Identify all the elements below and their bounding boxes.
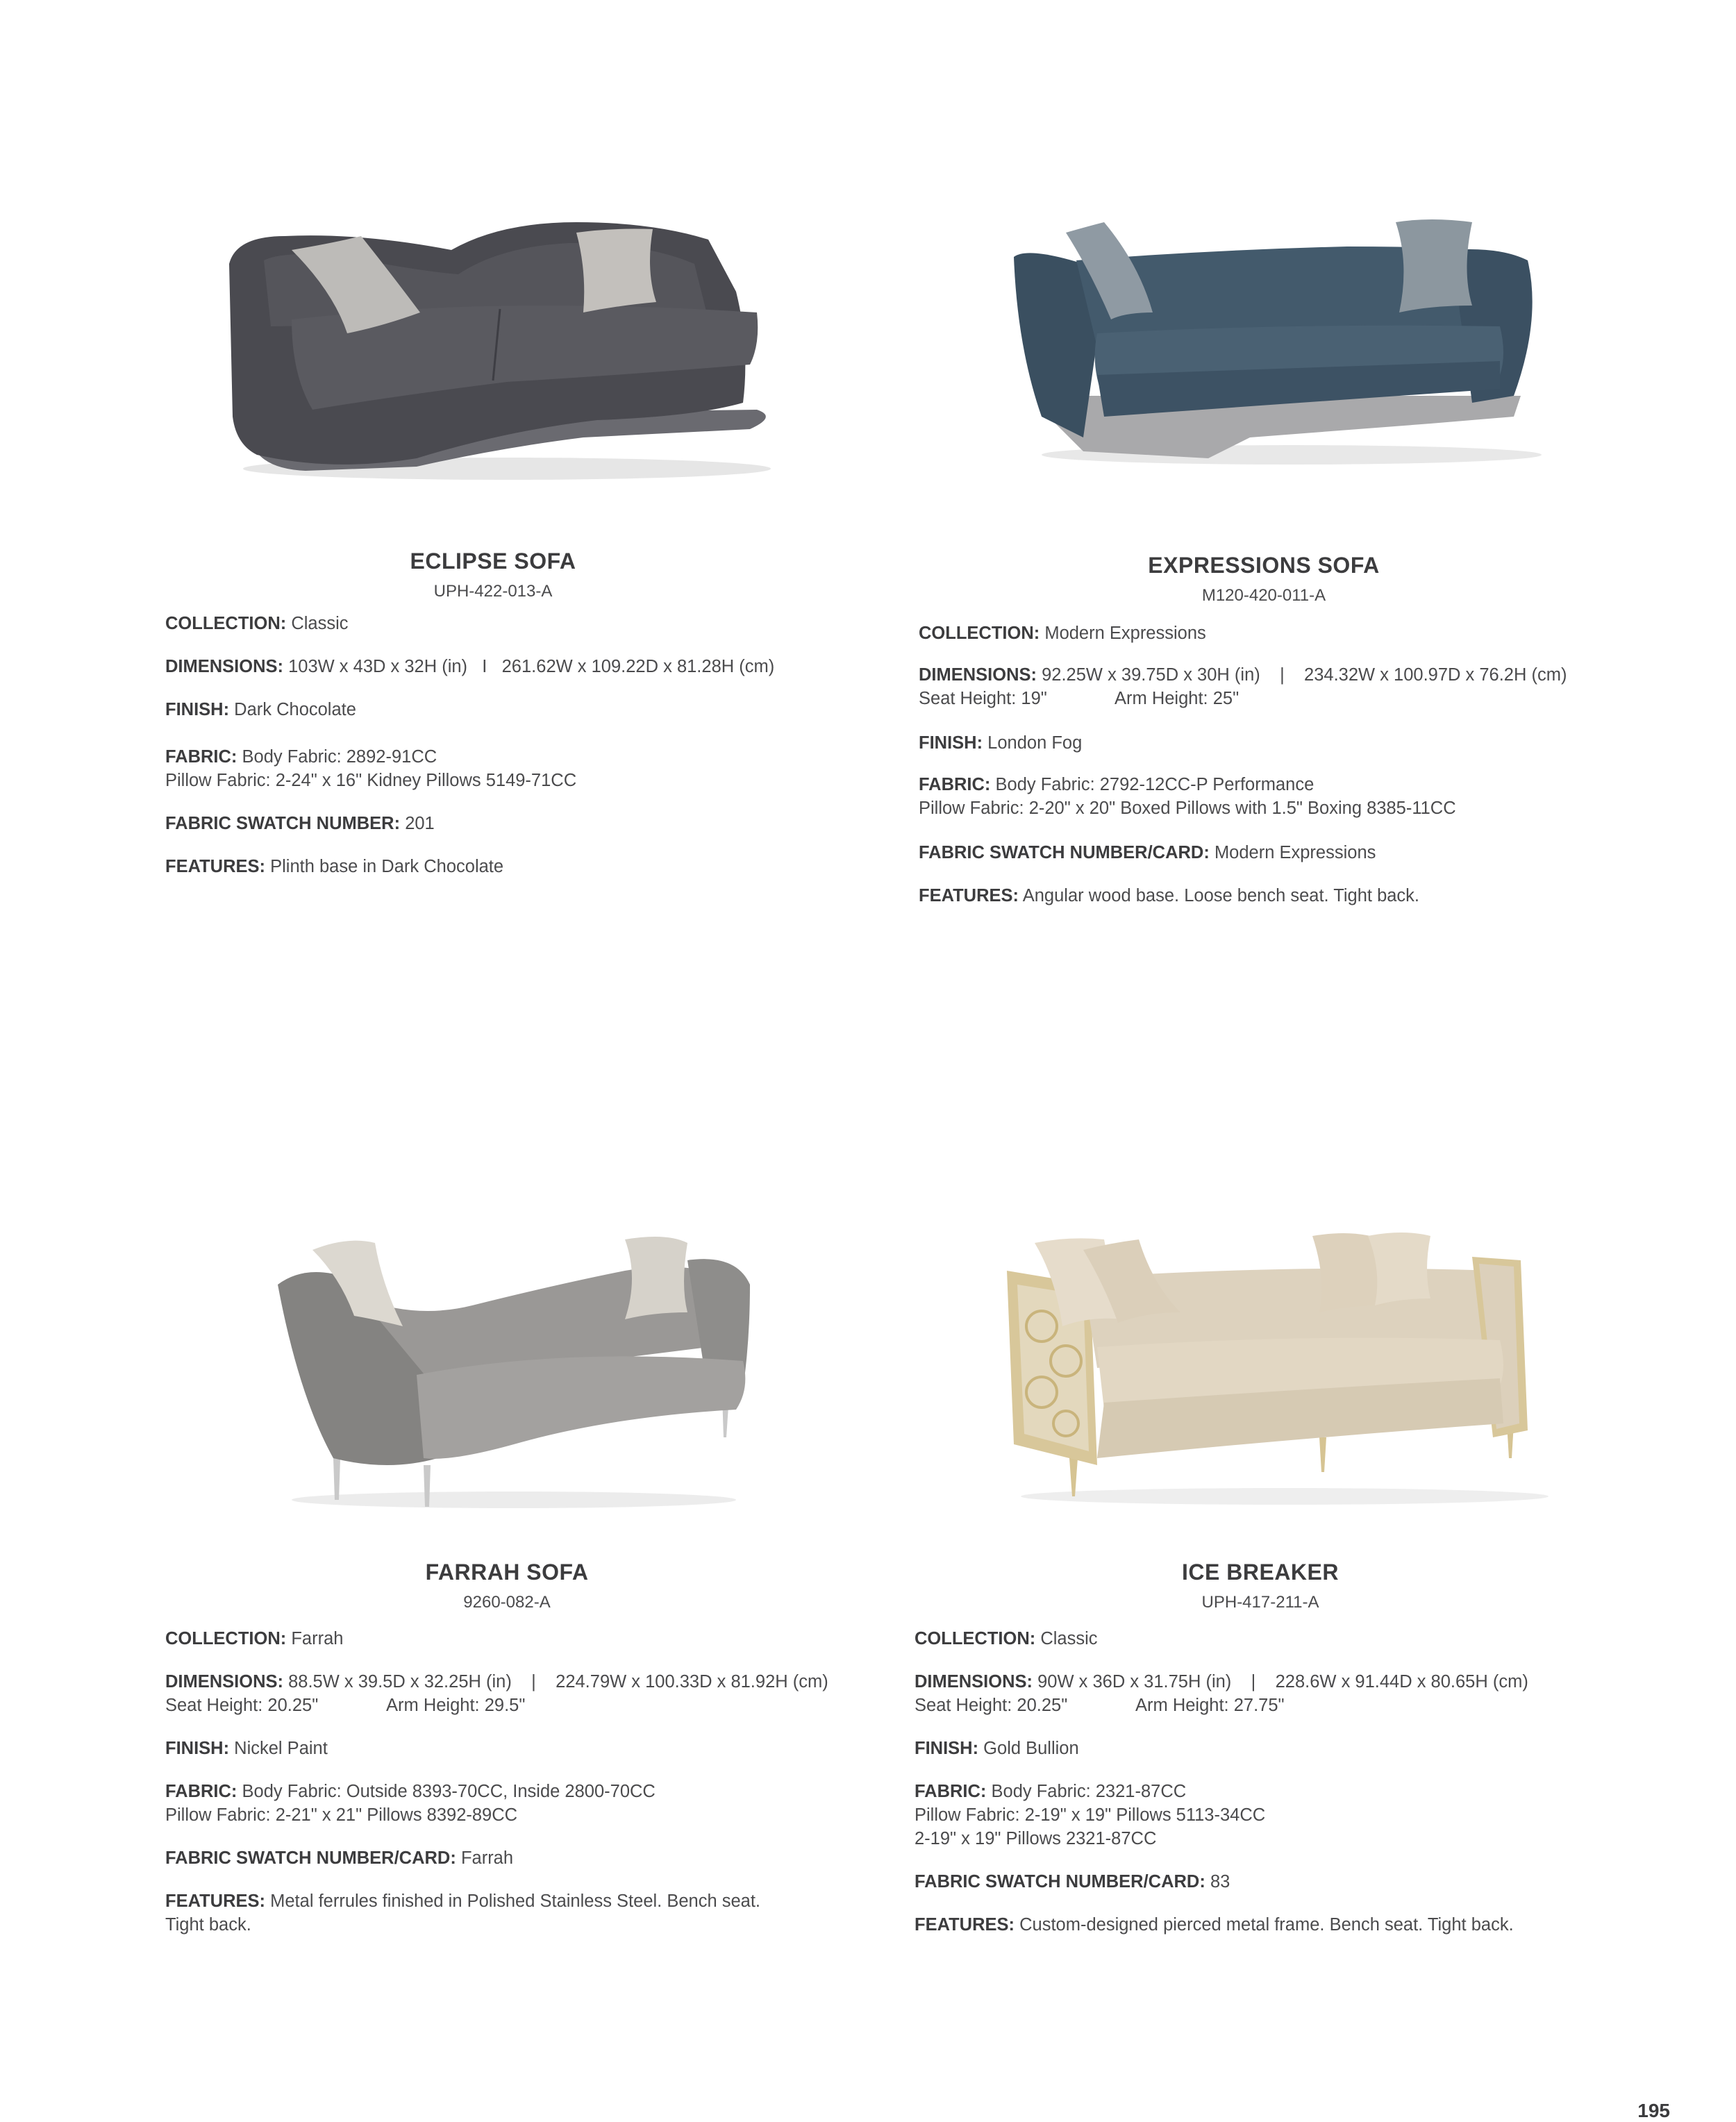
seat-height: Seat Height: 20.25" — [165, 1696, 319, 1715]
arm-height: Arm Height: 27.75" — [1135, 1696, 1285, 1715]
ice-breaker-sofa-image — [993, 1222, 1576, 1514]
swatch-label: FABRIC SWATCH NUMBER/CARD: — [915, 1872, 1205, 1891]
expressions-sofa-image — [1000, 208, 1569, 472]
swatch-label: FABRIC SWATCH NUMBER/CARD: — [165, 1848, 456, 1868]
fabric-line-2: Pillow Fabric: 2-21" x 21" Pillows 8392-89CC — [165, 1805, 518, 1825]
dimensions-value: 103W x 43D x 32H (in) I 261.62W x 109.22D x 81.28H (cm) — [288, 657, 775, 676]
finish-label: FINISH: — [165, 1739, 230, 1758]
features-value: Plinth base in Dark Chocolate — [270, 857, 504, 876]
features-row — [165, 854, 503, 879]
dimensions-row — [165, 654, 774, 679]
dimensions-row — [919, 662, 1567, 687]
fabric-line-1: Body Fabric: 2892-91CC — [242, 747, 437, 767]
fabric-label: FABRIC: — [165, 747, 237, 767]
swatch-value: 201 — [405, 814, 435, 833]
features-row — [165, 1889, 760, 1914]
arm-height: Arm Height: 25" — [1115, 689, 1240, 708]
fabric-row — [915, 1779, 1186, 1804]
fabric-line-2: Pillow Fabric: 2-20" x 20" Boxed Pillows with 1.5" Boxing 8385-11CC — [919, 799, 1456, 818]
collection-value: Classic — [291, 614, 349, 633]
product-sku: UPH-417-211-A — [1201, 1593, 1319, 1612]
farrah-sofa-image — [264, 1222, 764, 1514]
page-number: 195 — [1637, 2100, 1670, 2121]
collection-label: COLLECTION: — [165, 1629, 287, 1648]
fabric-line-2: Pillow Fabric: 2-24" x 16" Kidney Pillows 5149-71CC — [165, 771, 577, 790]
features-label: FEATURES: — [919, 886, 1019, 905]
features-value: Custom-designed pierced metal frame. Bench seat. Tight back. — [1019, 1915, 1514, 1935]
dimensions-label: DIMENSIONS: — [915, 1672, 1033, 1691]
swatch-row — [919, 840, 1376, 865]
fabric-line-3: 2-19" x 19" Pillows 2321-87CC — [915, 1829, 1157, 1848]
product-title: EXPRESSIONS SOFA — [1148, 553, 1380, 578]
product-sku: M120-420-011-A — [1201, 586, 1326, 605]
collection-row — [919, 621, 1206, 646]
product-sku: 9260-082-A — [463, 1593, 551, 1612]
finish-value: London Fog — [987, 733, 1083, 753]
swatch-value: Farrah — [460, 1848, 514, 1868]
swatch-value: 83 — [1210, 1872, 1230, 1891]
fabric-label: FABRIC: — [919, 775, 991, 794]
features-label: FEATURES: — [165, 1891, 266, 1911]
dimensions-row — [165, 1669, 828, 1694]
finish-value: Dark Chocolate — [234, 700, 356, 719]
collection-row — [915, 1626, 1098, 1651]
collection-value: Classic — [1040, 1629, 1098, 1648]
collection-label: COLLECTION: — [919, 624, 1040, 643]
dimensions-value: 92.25W x 39.75D x 30H (in) | 234.32W x 100.97D x 76.2H (cm) — [1042, 665, 1567, 685]
collection-value: Modern Expressions — [1044, 624, 1206, 643]
fabric-line-1: Body Fabric: 2792-12CC-P Performance — [995, 775, 1314, 794]
finish-row — [915, 1736, 1079, 1761]
collection-label: COLLECTION: — [165, 614, 287, 633]
product-sku: UPH-422-013-A — [433, 582, 553, 601]
finish-label: FINISH: — [165, 700, 230, 719]
seat-height: Seat Height: 19" — [919, 689, 1047, 708]
features-row — [919, 883, 1419, 908]
dimensions-label: DIMENSIONS: — [165, 657, 284, 676]
features-row — [915, 1912, 1514, 1937]
finish-row — [165, 697, 356, 722]
swatch-row — [165, 811, 435, 836]
seat-height: Seat Height: 20.25" — [915, 1696, 1068, 1715]
fabric-row — [919, 772, 1314, 797]
dimensions-value: 88.5W x 39.5D x 32.25H (in) | 224.79W x 100.33D x 81.92H (cm) — [288, 1672, 828, 1691]
finish-value: Gold Bullion — [983, 1739, 1079, 1758]
finish-row — [919, 730, 1082, 755]
features-label: FEATURES: — [165, 857, 266, 876]
collection-row — [165, 1626, 343, 1651]
dimensions-label: DIMENSIONS: — [165, 1672, 284, 1691]
eclipse-sofa-image — [208, 208, 806, 486]
features-line-2: Tight back. — [165, 1915, 251, 1935]
features-value: Angular wood base. Loose bench seat. Tight back. — [1022, 886, 1420, 905]
product-title: FARRAH SOFA — [425, 1560, 589, 1585]
swatch-row — [915, 1869, 1230, 1894]
fabric-line-2: Pillow Fabric: 2-19" x 19" Pillows 5113-34CC — [915, 1805, 1266, 1825]
dimensions-label: DIMENSIONS: — [919, 665, 1037, 685]
fabric-line-1: Body Fabric: 2321-87CC — [991, 1782, 1187, 1801]
arm-height: Arm Height: 29.5" — [386, 1696, 526, 1715]
fabric-row — [165, 1779, 656, 1804]
swatch-label: FABRIC SWATCH NUMBER/CARD: — [919, 843, 1210, 862]
finish-label: FINISH: — [915, 1739, 979, 1758]
finish-value: Nickel Paint — [234, 1739, 328, 1758]
finish-row — [165, 1736, 328, 1761]
features-value: Metal ferrules finished in Polished Stainless Steel. Bench seat. — [270, 1891, 761, 1911]
fabric-label: FABRIC: — [165, 1782, 237, 1801]
product-title: ECLIPSE SOFA — [410, 549, 576, 574]
collection-row — [165, 611, 349, 636]
fabric-line-1: Body Fabric: Outside 8393-70CC, Inside 2800-70CC — [242, 1782, 656, 1801]
collection-label: COLLECTION: — [915, 1629, 1036, 1648]
features-label: FEATURES: — [915, 1915, 1015, 1935]
product-title: ICE BREAKER — [1182, 1560, 1339, 1585]
swatch-label: FABRIC SWATCH NUMBER: — [165, 814, 401, 833]
swatch-value: Modern Expressions — [1214, 843, 1376, 862]
swatch-row — [165, 1846, 513, 1871]
fabric-label: FABRIC: — [915, 1782, 987, 1801]
dimensions-value: 90W x 36D x 31.75H (in) | 228.6W x 91.44D x 80.65H (cm) — [1037, 1672, 1528, 1691]
dimensions-row — [915, 1669, 1528, 1694]
finish-label: FINISH: — [919, 733, 983, 753]
fabric-row — [165, 744, 437, 769]
collection-value: Farrah — [291, 1629, 344, 1648]
